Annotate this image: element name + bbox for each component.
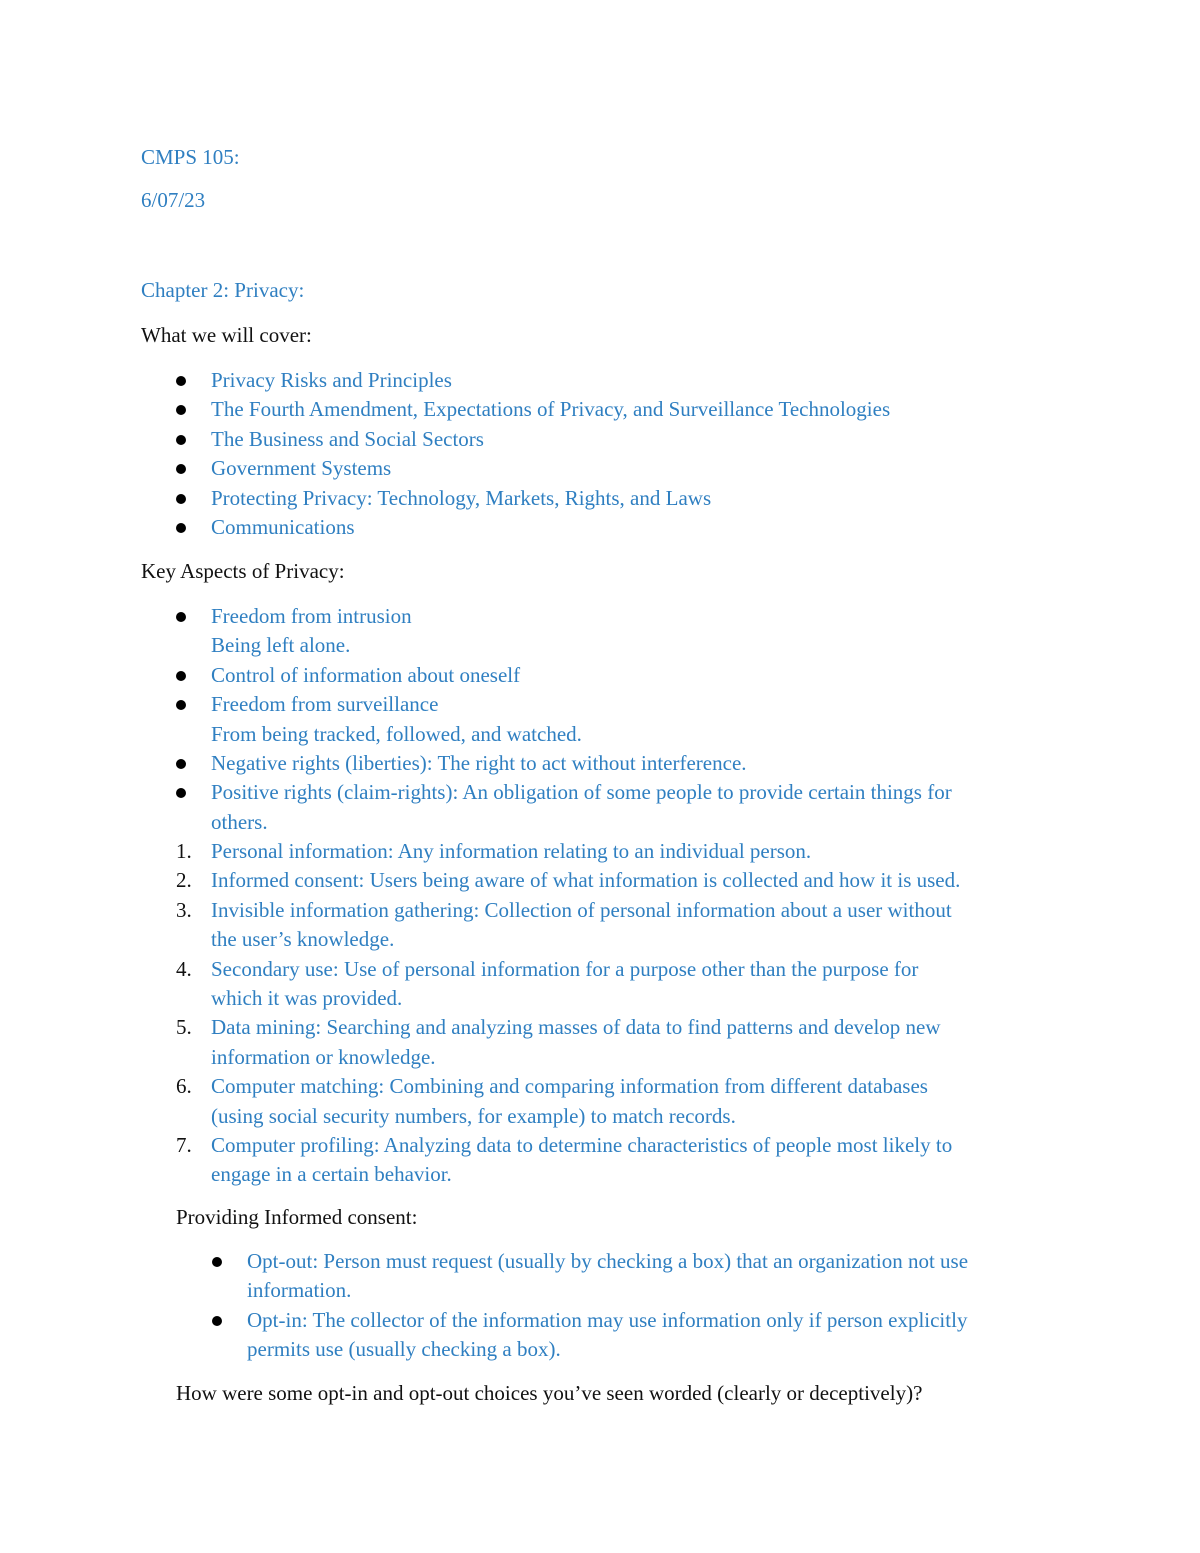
list-number: 7. bbox=[176, 1133, 192, 1157]
list-item: Government Systems bbox=[176, 454, 1076, 483]
list-number: 4. bbox=[176, 956, 192, 981]
discussion-question: How were some opt-in and opt-out choices you’ve seen worded (clearly or deceptively)? bbox=[176, 1381, 923, 1405]
bullet-marker bbox=[176, 405, 186, 415]
list-item: Privacy Risks and Principles bbox=[176, 366, 1076, 395]
course-code: CMPS 105: bbox=[141, 145, 240, 169]
list-number: 2. bbox=[176, 868, 192, 893]
document-date: 6/07/23 bbox=[141, 188, 206, 212]
cover-heading: What we will cover: bbox=[141, 323, 312, 347]
chapter-title: Chapter 2: Privacy: bbox=[141, 278, 305, 302]
bullet-marker bbox=[176, 464, 186, 474]
bullet-marker bbox=[176, 612, 186, 622]
list-item: Communications bbox=[176, 513, 1076, 542]
consent-heading: Providing Informed consent: bbox=[176, 1205, 418, 1229]
cover-list bbox=[176, 366, 1076, 542]
bullet-marker bbox=[176, 494, 186, 504]
bullet-marker bbox=[176, 788, 186, 798]
document-page: CMPS 105: 6/07/23 Chapter 2: Privacy: What we will cover: Privacy Risks and Principles The Fourth Amendment, Expectations of Privacy, and Surveillance Technologies The Business and Social Sectors Government Systems Protecting Privacy: Technology, Markets, Rights, and Laws Communications Key Aspects of Privacy: Freedom from intrusion Being left alone. Control of information about oneself Freedom from surveillance From being tracked, followed, and watched. Negative rights (liberties): The right to act without interference. Positive rights (claim-rights): An obligation of some people to provide certain things for others. 1. Personal information: Any information relating to an individual person. 2. Informed consent: Users being aware of what information is collected and how it is used. 3. Invisible information gathering: Collection of personal information about a user without the user’s knowledge. 4. Secondary use: Use of personal information for a purpose other than the purpose for which it was provided. 5. Data mining: Searching and analyzing masses of data to find patterns and develop new information or knowledge. 6. Computer matching: Combining and comparing information from different databases (using social security numbers, for example) to match records. 7. Computer profiling: Analyzing data to determine characteristics of people most likely to engage in a certain behavior. Providing Informed consent: Opt-out: Person must request (usually by checking a box) that an organization not use information. Opt-in: The collector of the information may use information only if person explicitly permits use (usually checking a box). How were some opt-in and opt-out choices you’ve seen worded (clearly or deceptively)? bbox=[0, 0, 1200, 1553]
bullet-marker bbox=[212, 1316, 222, 1326]
list-number: 1. bbox=[176, 839, 192, 863]
list-item: Protecting Privacy: Technology, Markets, Rights, and Laws bbox=[176, 484, 1076, 513]
key-aspects-heading: Key Aspects of Privacy: bbox=[141, 559, 345, 583]
bullet-marker bbox=[176, 523, 186, 533]
list-number: 3. bbox=[176, 897, 192, 922]
list-number: 6. bbox=[176, 1074, 192, 1099]
bullet-marker bbox=[176, 376, 186, 386]
list-number: 5. bbox=[176, 1015, 192, 1040]
list-item: The Business and Social Sectors bbox=[176, 425, 1076, 454]
bullet-marker bbox=[212, 1257, 222, 1267]
bullet-marker bbox=[176, 435, 186, 445]
bullet-marker bbox=[176, 671, 186, 681]
list-item: The Fourth Amendment, Expectations of Privacy, and Surveillance Technologies bbox=[176, 395, 1076, 424]
bullet-marker bbox=[176, 700, 186, 710]
bullet-marker bbox=[176, 759, 186, 769]
